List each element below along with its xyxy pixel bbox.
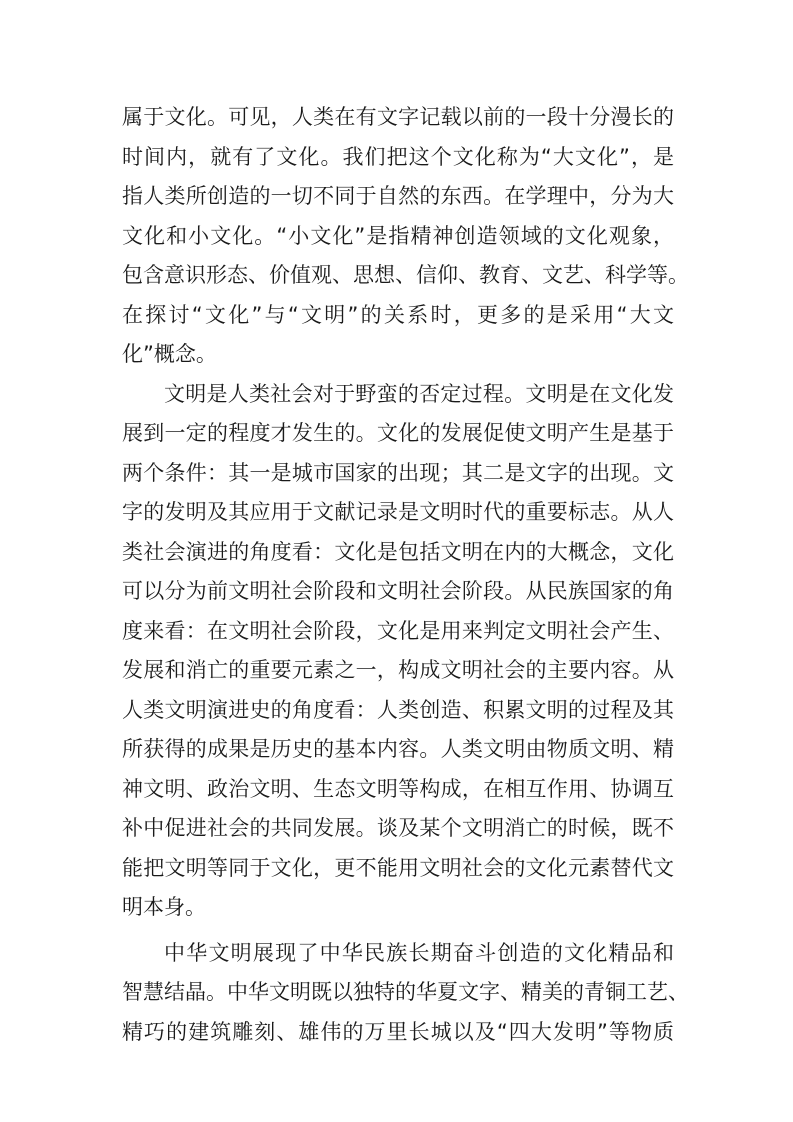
paragraph-3 xyxy=(122,934,689,1053)
text-line: 化”概念。 xyxy=(122,342,217,366)
text-line: 在探讨“文化”与“文明”的关系时，更多的是采用“大文 xyxy=(122,302,674,327)
text-line: 属于文化。可见，人类在有文字记载以前的一段十分漫长的 xyxy=(122,105,674,129)
text-line: 文化和小文化。“小文化”是指精神创造领域的文化观象， xyxy=(122,223,674,248)
text-line: 智慧结晶。中华文明既以独特的华夏文字、精美的青铜工艺、 xyxy=(122,980,689,1004)
text-line: 指人类所创造的一切不同于自然的东西。在学理中，分为大 xyxy=(122,184,674,208)
text-line: 中华文明展现了中华民族长期奋斗创造的文化精品和 xyxy=(164,940,674,965)
text-line: 能把文明等同于文化，更不能用文明社会的文化元素替代文 xyxy=(122,855,674,880)
text-line: 度来看：在文明社会阶段，文化是用来判定文明社会产生、 xyxy=(122,618,674,643)
text-line: 字的发明及其应用于文献记录是文明时代的重要标志。从人 xyxy=(122,500,674,524)
text-line: 可以分为前文明社会阶段和文明社会阶段。从民族国家的角 xyxy=(122,579,674,603)
text-line: 文明是人类社会对于野蛮的否定过程。文明是在文化发 xyxy=(164,381,674,406)
paragraph-1 xyxy=(122,98,689,375)
paragraph-2 xyxy=(122,375,674,928)
text-line: 展到一定的程度才发生的。文化的发展促使文明产生是基于 xyxy=(122,421,674,445)
text-line: 精巧的建筑雕刻、雄伟的万里长城以及“四大发明”等物质 xyxy=(122,1019,674,1044)
body-text xyxy=(122,98,689,1052)
text-line: 包含意识形态、价值观、思想、信仰、教育、文艺、科学等。 xyxy=(122,263,689,287)
text-line: 人类文明演进史的角度看：人类创造、积累文明的过程及其 xyxy=(122,697,674,722)
text-line: 发展和消亡的重要元素之一，构成文明社会的主要内容。从 xyxy=(122,658,674,682)
text-line: 明本身。 xyxy=(122,895,206,919)
text-line: 类社会演进的角度看：文化是包括文明在内的大概念，文化 xyxy=(122,539,674,564)
text-line: 神文明、政治文明、生态文明等构成，在相互作用、协调互 xyxy=(122,776,674,801)
text-line: 所获得的成果是历史的基本内容。人类文明由物质文明、精 xyxy=(122,737,674,761)
text-line: 补中促进社会的共同发展。谈及某个文明消亡的时候，既不 xyxy=(122,816,674,840)
text-line: 时间内，就有了文化。我们把这个文化称为“大文化”，是 xyxy=(122,144,674,169)
text-line: 两个条件：其一是城市国家的出现；其二是文字的出现。文 xyxy=(122,460,674,485)
